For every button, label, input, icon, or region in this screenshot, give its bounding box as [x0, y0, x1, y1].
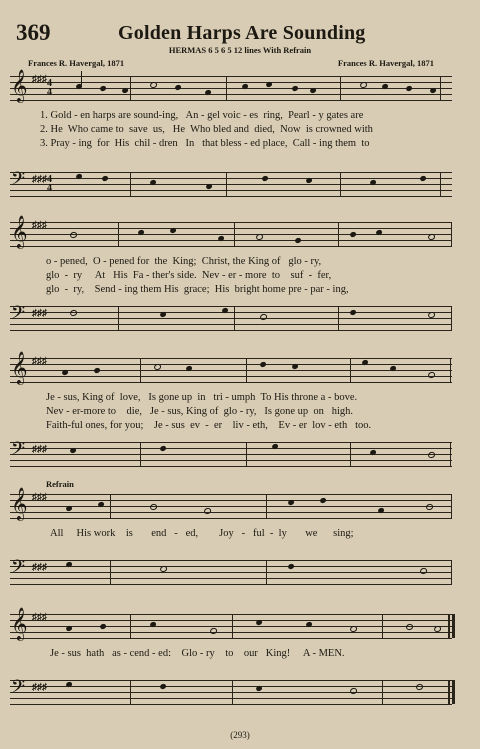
treble-staff [10, 609, 452, 640]
page-number: (293) [230, 730, 250, 740]
treble-clef-icon: 𝄞 [11, 609, 28, 640]
verse-1-line-3: Je - sus, King of love, Is gone up in tri - umph To His throne a - bove. [46, 392, 358, 403]
bass-staff [10, 676, 452, 704]
refrain-line-1: All His work is end - ed, Joy - ful - ly we sing; [50, 528, 354, 539]
bass-clef-icon: 𝄢 [11, 676, 26, 701]
verse-3-line-3: Faith-ful ones, for you; Je - sus ev - er liv - eth, Ev - er lov - eth too. [46, 420, 372, 431]
treble-clef-icon: 𝄞 [11, 71, 28, 102]
verse-3-line-1: 3. Pray - ing for His chil - dren In that bless - ed place, Call - ing them to [40, 138, 370, 149]
verse-2-line-3: Nev - er-more to die, Je - sus, King of glo - ry, Is gone up on high. [46, 406, 354, 417]
treble-staff [10, 71, 452, 102]
key-signature-icon: ♯♯♯ [32, 74, 47, 85]
key-signature-icon: ♯♯♯ [32, 682, 47, 693]
bass-clef-icon: 𝄢 [11, 168, 26, 193]
time-signature-icon: 4 4 [47, 78, 52, 98]
bass-clef-icon: 𝄢 [11, 556, 26, 581]
treble-clef-icon: 𝄞 [11, 353, 28, 384]
bass-staff [10, 556, 452, 584]
hymn-title: Golden Harps Are Sounding [118, 22, 366, 44]
music-attribution: Frances R. Havergal, 1871 [337, 58, 434, 68]
bass-staff [10, 438, 452, 466]
treble-clef-icon: 𝄞 [11, 217, 28, 248]
treble-staff [10, 489, 452, 520]
key-signature-icon: ♯♯♯ [32, 220, 47, 231]
verse-2-line-2: glo - ry At His Fa - ther's side. Nev - er - more to suf - fer, [46, 270, 332, 281]
verse-2-line-1: 2. He Who came to save us, He Who bled and died, Now is crowned with [40, 124, 373, 135]
bass-clef-icon: 𝄢 [11, 302, 26, 327]
key-signature-icon: ♯♯♯ [32, 174, 47, 185]
bass-staff [10, 302, 452, 330]
refrain-label: Refrain [46, 479, 74, 489]
key-signature-icon: ♯♯♯ [32, 356, 47, 367]
verse-1-line-2: o - pened, O - pened for the King; Christ, the King of glo - ry, [46, 256, 322, 267]
key-signature-icon: ♯♯♯ [32, 308, 47, 319]
treble-staff [10, 353, 452, 384]
bass-staff [10, 168, 452, 196]
time-signature-icon: 4 4 [47, 174, 52, 194]
verse-1-line-1: 1. Gold - en harps are sound-ing, An - gel voic - es ring, Pearl - y gates are [40, 110, 364, 121]
key-signature-icon: ♯♯♯ [32, 612, 47, 623]
key-signature-icon: ♯♯♯ [32, 492, 47, 503]
refrain-line-2: Je - sus hath as - cend - ed: Glo - ry to our King! A - MEN. [50, 648, 345, 659]
treble-staff [10, 217, 452, 248]
treble-clef-icon: 𝄞 [11, 489, 28, 520]
words-attribution: Frances R. Havergal, 1871 [28, 58, 125, 68]
verse-3-line-2: glo - ry, Send - ing them His grace; His bright home pre - par - ing, [46, 284, 349, 295]
key-signature-icon: ♯♯♯ [32, 444, 47, 455]
key-signature-icon: ♯♯♯ [32, 562, 47, 573]
hymn-number: 369 [16, 20, 51, 45]
bass-clef-icon: 𝄢 [11, 438, 26, 463]
tune-meter-line: HERMAS 6 5 6 5 12 lines With Refrain [168, 45, 312, 55]
